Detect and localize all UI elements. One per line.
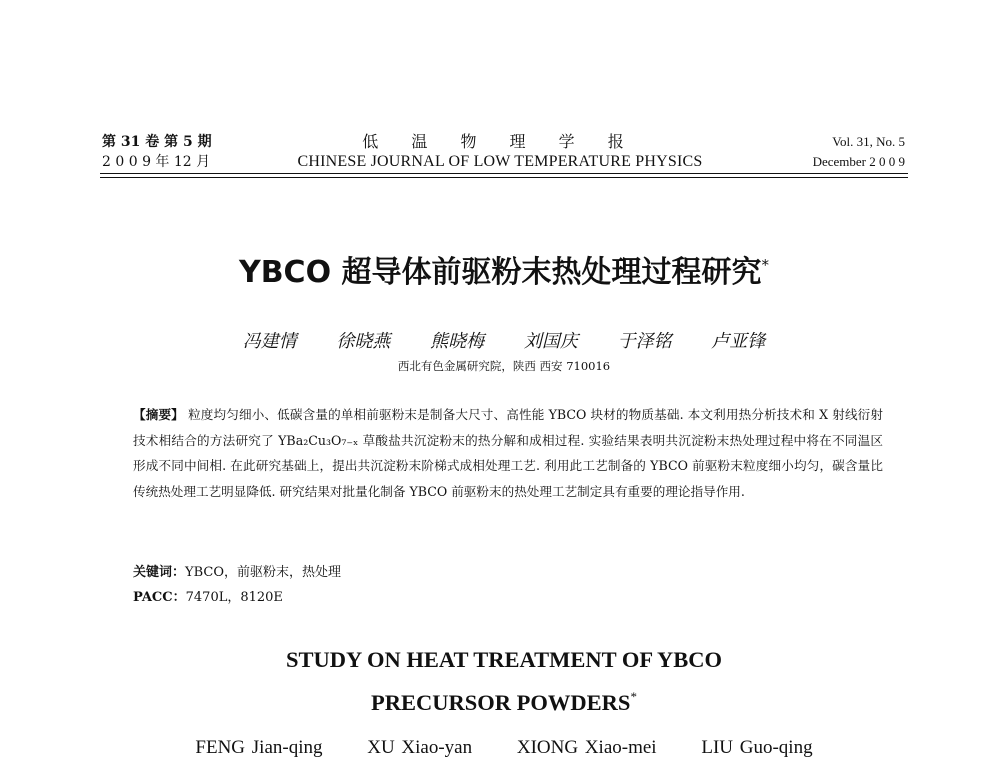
paper-title-cn: [100, 247, 908, 291]
author-en: XIONG Xiao-mei: [516, 737, 657, 758]
header-journal: [240, 132, 760, 172]
author-en: LIU Guo-qing: [701, 737, 813, 758]
title-footnote-mark: *: [761, 256, 770, 274]
keywords-label: 关键词：: [133, 565, 186, 580]
author-en: FENG Jian-qing: [195, 737, 323, 758]
date-cn: 2 0 0 9 年 12 月: [102, 154, 211, 170]
header-rule-thick: [100, 173, 908, 174]
date-en: December 2 0 0 9: [812, 154, 905, 169]
title-en-line1: STUDY ON HEAT TREATMENT OF YBCO: [285, 647, 723, 672]
paper-title-text: YBCO 超导体前驱粉末热处理过程研究: [238, 255, 762, 290]
affiliation: 西北有色金属研究院，陕西 西安 710016: [397, 359, 611, 373]
title-en-line2-text: PRECURSOR POWDERS: [371, 690, 631, 715]
volume-cn: 第 31 卷 第 5 期: [102, 134, 212, 150]
journal-name-cn: 低 温 物 理 学 报: [362, 132, 638, 151]
abstract-label: 【摘要】: [133, 407, 184, 422]
volume-en: Vol. 31, No. 5: [832, 134, 905, 149]
header-issue-en: [813, 132, 905, 172]
abstract-text: 粒度均匀细小、低碳含量的单相前驱粉末是制备大尺寸、高性能 YBCO 块材的物质基础. 本文利用热分析技术和 X 射线衍射技术相结合的方法研究了 YBa₂Cu₃O₇₋ₓ 草酸盐共沉淀粉末的热分解和成相过程. 实验结果表明共沉淀粉末热处理过程中将在不同温区形成不同中间相. 在此研究基础上，提出共沉淀粉末阶梯式成相处理工艺. 利用此工艺制备的 YBCO 前驱粉末粒度细小均匀，碳含量比传统热处理工艺明显降低. 研究结果对批量化制备 YBCO 前驱粉末的热处理工艺制定具有重要的理论指导作用.: [133, 407, 884, 499]
abstract: [133, 402, 883, 504]
author-en: XU Xiao-yan: [367, 737, 473, 758]
keywords-block: [133, 560, 341, 610]
paper-title-en: [100, 641, 908, 721]
header-rule-thin: [100, 177, 908, 178]
title-en-line2: [100, 678, 908, 721]
keywords-line: [133, 560, 341, 585]
keywords-text: YBCO，前驱粉末，热处理: [185, 565, 341, 580]
title-en-footnote-mark: *: [630, 689, 637, 704]
pacc-line: [133, 585, 341, 610]
authors-en: [100, 737, 908, 759]
header-issue-cn: [102, 132, 212, 172]
pacc-text: 7470L，8120E: [185, 590, 283, 605]
authors-cn: 冯建情 徐晓燕 熊晓梅 刘国庆 于泽铭 卢亚锋: [242, 331, 766, 352]
journal-name-en: CHINESE JOURNAL OF LOW TEMPERATURE PHYSICS: [297, 153, 703, 170]
pacc-label: PACC：: [133, 590, 186, 605]
